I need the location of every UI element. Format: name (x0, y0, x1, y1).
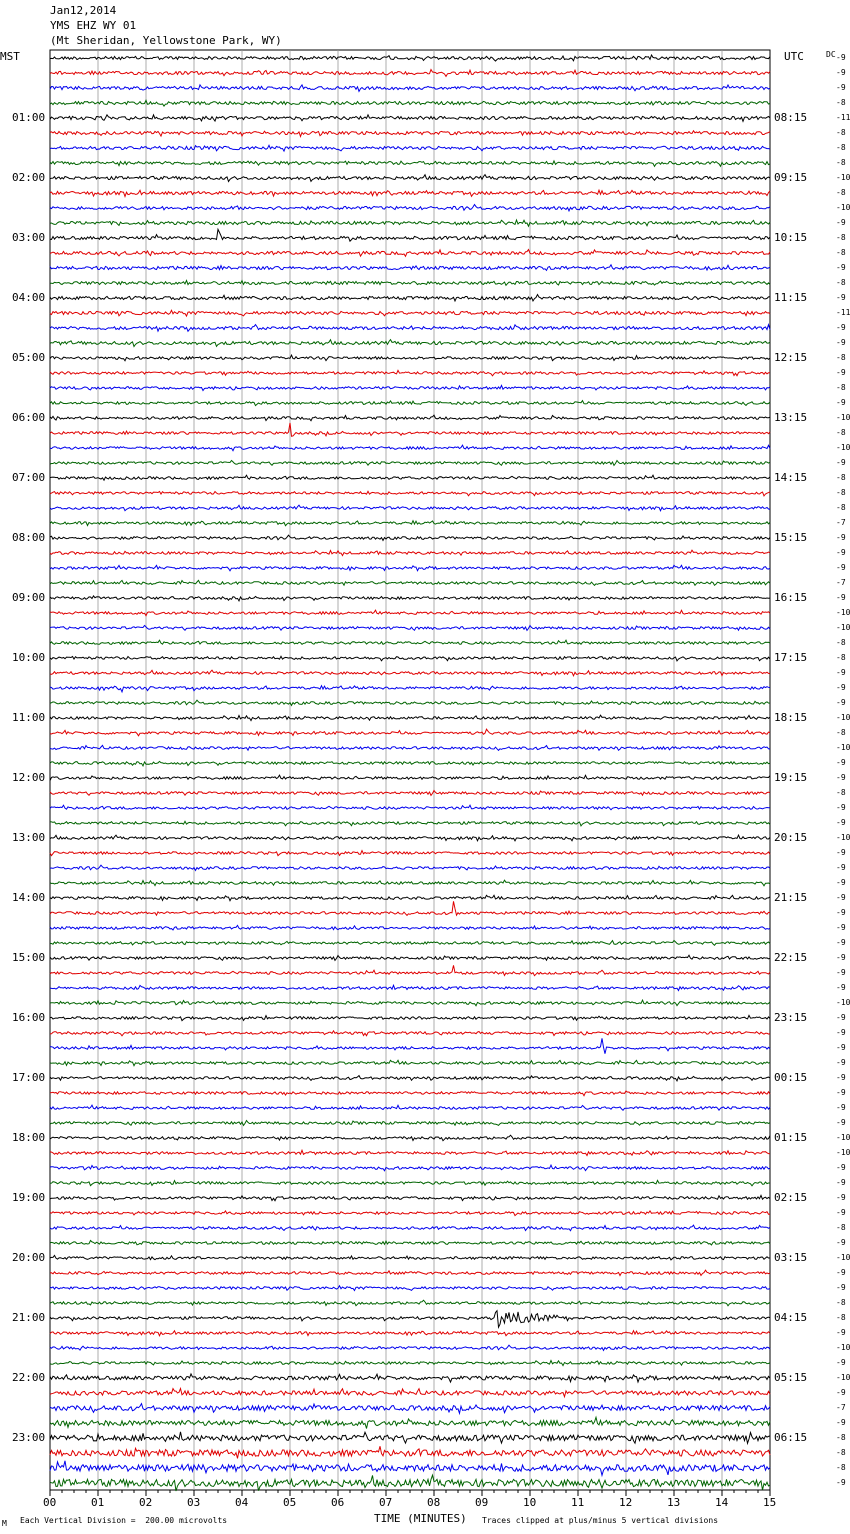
dc-offset-label: -9 (836, 323, 846, 332)
right-hour-label: 06:15 (774, 1431, 808, 1444)
right-hour-label: 18:15 (774, 711, 808, 724)
trace-row (50, 1091, 770, 1096)
left-hour-label: 04:00 (12, 291, 46, 304)
dc-offset-label: -9 (836, 758, 846, 767)
right-hour-label: 02:15 (774, 1191, 808, 1204)
trace-row (50, 265, 770, 271)
dc-offset-label: -9 (836, 1043, 846, 1052)
dc-offset-label: -9 (836, 683, 846, 692)
right-hour-label: 10:15 (774, 231, 808, 244)
trace-row (50, 791, 770, 796)
trace-row (50, 895, 770, 900)
trace-row (50, 1374, 770, 1382)
trace-row (50, 190, 770, 196)
trace-row (50, 145, 770, 151)
trace-row (50, 295, 770, 302)
left-hour-label: 18:00 (12, 1131, 46, 1144)
trace-row (50, 370, 770, 375)
trace-row (50, 115, 770, 122)
trace-row (50, 475, 770, 480)
trace-row (50, 415, 770, 421)
trace-row (50, 1311, 770, 1328)
trace-row (50, 340, 770, 347)
left-hour-label: 14:00 (12, 891, 46, 904)
trace-row (50, 1121, 770, 1126)
header-location: (Mt Sheridan, Yellowstone Park, WY) (50, 34, 282, 47)
trace-row (50, 1404, 770, 1414)
dc-offset-label: -8 (836, 98, 846, 107)
trace-row (50, 1038, 770, 1053)
dc-offset-label: -10 (836, 998, 850, 1007)
trace-row (50, 1461, 770, 1476)
left-hour-label: 12:00 (12, 771, 46, 784)
right-hour-label: 22:15 (774, 951, 808, 964)
trace-row (50, 310, 770, 316)
dc-offset-label: -8 (836, 128, 846, 137)
x-tick-label: 13 (667, 1496, 681, 1509)
dc-offset-label: -9 (836, 1358, 846, 1367)
left-hour-label: 03:00 (12, 231, 46, 244)
dc-offset-label: -9 (836, 878, 846, 887)
left-hour-label: 17:00 (12, 1071, 46, 1084)
trace-row (50, 521, 770, 526)
left-hour-label: 21:00 (12, 1311, 46, 1324)
dc-offset-label: -8 (836, 788, 846, 797)
dc-offset-label: -8 (836, 158, 846, 167)
dc-offset-label: -9 (836, 848, 846, 857)
trace-row (50, 1475, 770, 1491)
left-hour-label: 02:00 (12, 171, 46, 184)
right-hour-label: 11:15 (774, 291, 808, 304)
trace-row (50, 626, 770, 631)
dc-offset-label: -10 (836, 713, 850, 722)
dc-offset-label: -9 (836, 1163, 846, 1172)
left-hour-label: 08:00 (12, 531, 46, 544)
dc-offset-label: -9 (836, 338, 846, 347)
trace-row (50, 281, 770, 286)
dc-offset-label: -9 (836, 908, 846, 917)
right-hour-label: 13:15 (774, 411, 808, 424)
trace-row (50, 55, 770, 61)
left-hour-label: 15:00 (12, 951, 46, 964)
dc-offset-label: -8 (836, 353, 846, 362)
x-tick-label: 06 (331, 1496, 345, 1509)
dc-offset-label: -8 (836, 503, 846, 512)
trace-row (50, 1060, 770, 1065)
trace-row (50, 355, 770, 361)
trace-row (50, 686, 770, 692)
trace-row (50, 423, 770, 436)
trace-row (50, 401, 770, 406)
trace-row (50, 131, 770, 137)
dc-offset-label: -8 (836, 233, 846, 242)
trace-row (50, 1076, 770, 1081)
left-hour-label: 11:00 (12, 711, 46, 724)
dc-offset-label: -9 (836, 1118, 846, 1127)
x-tick-label: 09 (475, 1496, 489, 1509)
x-axis-label: TIME (MINUTES) (374, 1512, 467, 1525)
trace-row (50, 580, 770, 585)
dc-offset-label: -9 (836, 53, 846, 62)
x-tick-label: 08 (427, 1496, 441, 1509)
dc-offset-label: -9 (836, 1388, 846, 1397)
dc-offset-label: -9 (836, 818, 846, 827)
dc-offset-label: -9 (836, 293, 846, 302)
right-hour-label: 04:15 (774, 1311, 808, 1324)
footer-clip-note: Traces clipped at plus/minus 5 vertical divisions (482, 1516, 719, 1525)
dc-offset-label: -11 (836, 308, 850, 317)
left-hour-label: 10:00 (12, 651, 46, 664)
trace-row (50, 1211, 770, 1216)
dc-offset-label: -9 (836, 458, 846, 467)
trace-row (50, 1195, 770, 1200)
dc-offset-label: -8 (836, 383, 846, 392)
trace-row (50, 745, 770, 750)
dc-offset-label: -10 (836, 1343, 850, 1352)
dc-offset-label: -9 (836, 698, 846, 707)
trace-row (50, 965, 770, 975)
trace-row (50, 880, 770, 886)
dc-offset-label: -10 (836, 173, 850, 182)
trace-row (50, 491, 770, 496)
trace-row (50, 505, 770, 511)
trace-row (50, 70, 770, 77)
dc-offset-label: -9 (836, 1208, 846, 1217)
dc-offset-label: -9 (836, 803, 846, 812)
right-hour-label: 20:15 (774, 831, 808, 844)
dc-offset-label: -10 (836, 1148, 850, 1157)
trace-row (50, 1270, 770, 1275)
right-hour-label: 14:15 (774, 471, 808, 484)
dc-offset-label: -10 (836, 833, 850, 842)
trace-row (50, 1255, 770, 1260)
dc-offset-label: -9 (836, 773, 846, 782)
x-tick-label: 02 (139, 1496, 153, 1509)
trace-row (50, 821, 770, 826)
trace-row (50, 596, 770, 601)
trace-row (50, 1432, 770, 1443)
x-tick-label: 11 (571, 1496, 585, 1509)
dc-offset-label: -8 (836, 1433, 846, 1442)
right-hour-label: 01:15 (774, 1131, 808, 1144)
trace-row (50, 729, 770, 736)
trace-row (50, 1417, 770, 1428)
dc-offset-label: -8 (836, 428, 846, 437)
left-hour-label: 13:00 (12, 831, 46, 844)
left-hour-label: 22:00 (12, 1371, 46, 1384)
trace-row (50, 565, 770, 571)
trace-row (50, 775, 770, 781)
trace-row (50, 1286, 770, 1291)
dc-offset-label: -8 (836, 473, 846, 482)
footer-scale: Each Vertical Division = 200.00 microvolts (20, 1516, 228, 1525)
trace-row (50, 100, 770, 106)
dc-offset-label: -8 (836, 1463, 846, 1472)
right-axis-title: UTC (784, 50, 804, 63)
trace-row (50, 640, 770, 645)
trace-row (50, 1180, 770, 1185)
x-tick-label: 03 (187, 1496, 201, 1509)
dc-offset-label: -9 (836, 1328, 846, 1337)
dc-offset-label: -8 (836, 278, 846, 287)
dc-offset-label: -9 (836, 938, 846, 947)
dc-offset-label: -9 (836, 1268, 846, 1277)
dc-offset-label: -9 (836, 263, 846, 272)
left-hour-label: 16:00 (12, 1011, 46, 1024)
trace-row (50, 1389, 770, 1397)
header-station: YMS EHZ WY 01 (50, 19, 137, 32)
dc-offset-label: -10 (836, 608, 850, 617)
trace-row (50, 325, 770, 332)
right-hour-label: 03:15 (774, 1251, 808, 1264)
dc-offset-label: -9 (836, 863, 846, 872)
left-hour-label: 19:00 (12, 1191, 46, 1204)
trace-row (50, 656, 770, 661)
trace-row (50, 901, 770, 915)
x-tick-label: 05 (283, 1496, 297, 1509)
trace-row (50, 1000, 770, 1006)
x-tick-label: 07 (379, 1496, 393, 1509)
trace-row (50, 925, 770, 930)
x-tick-label: 14 (715, 1496, 729, 1509)
dc-offset-label: -10 (836, 413, 850, 422)
trace-row (50, 1015, 770, 1020)
dc-offset-label: -8 (836, 638, 846, 647)
dc-offset-label: -8 (836, 488, 846, 497)
dc-offset-label: -10 (836, 1373, 850, 1382)
trace-row (50, 1165, 770, 1171)
dc-offset-label: -9 (836, 1073, 846, 1082)
dc-offset-label: -9 (836, 1103, 846, 1112)
trace-row (50, 1150, 770, 1155)
trace-row (50, 670, 770, 676)
trace-row (50, 461, 770, 466)
trace-row (50, 700, 770, 705)
trace-row (50, 865, 770, 870)
dc-offset-label: -9 (836, 1418, 846, 1427)
dc-offset-label: -9 (836, 218, 846, 227)
dc-offset-label: -9 (836, 1013, 846, 1022)
dc-offset-label: -8 (836, 1448, 846, 1457)
dc-offset-label: -7 (836, 578, 846, 587)
trace-row (50, 1225, 770, 1231)
dc-offset-label: -9 (836, 968, 846, 977)
dc-offset-label: -7 (836, 518, 846, 527)
trace-row (50, 85, 770, 92)
dc-offset-label: -8 (836, 248, 846, 257)
dc-offset-label: -9 (836, 953, 846, 962)
trace-row (50, 851, 770, 856)
x-tick-label: 10 (523, 1496, 537, 1509)
right-hour-label: 15:15 (774, 531, 808, 544)
trace-row (50, 941, 770, 946)
dc-offset-label: -9 (836, 1283, 846, 1292)
dc-offset-label: -9 (836, 668, 846, 677)
right-hour-label: 09:15 (774, 171, 808, 184)
trace-row (50, 175, 770, 182)
dc-offset-label: -8 (836, 1313, 846, 1322)
x-tick-label: 04 (235, 1496, 249, 1509)
dc-offset-label: -9 (836, 1178, 846, 1187)
dc-offset-label: -8 (836, 143, 846, 152)
dc-offset-label: -9 (836, 1058, 846, 1067)
trace-row (50, 445, 770, 451)
left-hour-label: 23:00 (12, 1431, 46, 1444)
x-tick-label: 15 (763, 1496, 777, 1509)
trace-row (50, 385, 770, 390)
x-tick-label: 12 (619, 1496, 633, 1509)
dc-offset-label: -9 (836, 398, 846, 407)
dc-offset-label: -9 (836, 368, 846, 377)
dc-offset-label: -9 (836, 1193, 846, 1202)
trace-row (50, 805, 770, 810)
dc-offset-label: -8 (836, 188, 846, 197)
left-hour-label: 01:00 (12, 111, 46, 124)
trace-row (50, 229, 770, 241)
seismic-traces (50, 55, 770, 1491)
dc-offset-label: -9 (836, 563, 846, 572)
trace-row (50, 1446, 770, 1458)
dc-offset-label: -8 (836, 1298, 846, 1307)
trace-row (50, 610, 770, 616)
trace-row (50, 1361, 770, 1366)
x-tick-label: 01 (91, 1496, 105, 1509)
left-hour-label: 09:00 (12, 591, 46, 604)
trace-row (50, 250, 770, 257)
right-hour-label: 16:15 (774, 591, 808, 604)
trace-row (50, 985, 770, 990)
trace-row (50, 535, 770, 540)
dc-offset-label: -9 (836, 893, 846, 902)
trace-row (50, 715, 770, 720)
dc-offset-label: -9 (836, 1028, 846, 1037)
dc-offset-label: -11 (836, 113, 850, 122)
trace-row (50, 761, 770, 766)
dc-offset-label: -8 (836, 728, 846, 737)
dc-offset-label: -9 (836, 593, 846, 602)
trace-row (50, 955, 770, 960)
dc-offset-label: -9 (836, 83, 846, 92)
dc-offset-label: -10 (836, 1133, 850, 1142)
right-hour-label: 21:15 (774, 891, 808, 904)
dc-offset-label: -9 (836, 983, 846, 992)
trace-row (50, 1135, 770, 1141)
trace-row (50, 220, 770, 226)
trace-row (50, 1345, 770, 1350)
dc-offset-label: -7 (836, 1403, 846, 1412)
trace-row (50, 1241, 770, 1246)
left-hour-label: 06:00 (12, 411, 46, 424)
trace-row (50, 550, 770, 555)
dc-offset-label: -9 (836, 548, 846, 557)
x-tick-label: 00 (43, 1496, 57, 1509)
dc-offset-label: -10 (836, 623, 850, 632)
left-hour-label: 07:00 (12, 471, 46, 484)
dc-offset-label: -10 (836, 1253, 850, 1262)
right-hour-label: 23:15 (774, 1011, 808, 1024)
trace-row (50, 1031, 770, 1036)
dc-offset-label: -9 (836, 1088, 846, 1097)
right-hour-label: 08:15 (774, 111, 808, 124)
x-axis (50, 1490, 770, 1496)
dc-label: DC (826, 50, 836, 59)
dc-offset-label: -8 (836, 1223, 846, 1232)
right-hour-label: 19:15 (774, 771, 808, 784)
trace-row (50, 1331, 770, 1336)
header-date: Jan12,2014 (50, 4, 117, 17)
dc-offset-label: -9 (836, 1478, 846, 1487)
footer-corner-mark: M (2, 1519, 7, 1528)
right-hour-label: 00:15 (774, 1071, 808, 1084)
trace-row (50, 161, 770, 167)
dc-offset-label: -9 (836, 533, 846, 542)
right-hour-label: 17:15 (774, 651, 808, 664)
dc-offset-label: -9 (836, 68, 846, 77)
trace-row (50, 205, 770, 211)
dc-offset-label: -10 (836, 203, 850, 212)
trace-row (50, 1105, 770, 1110)
dc-offset-label: -9 (836, 1238, 846, 1247)
dc-offset-label: -9 (836, 923, 846, 932)
dc-offset-label: -8 (836, 653, 846, 662)
dc-offset-label: -10 (836, 743, 850, 752)
trace-row (50, 1300, 770, 1306)
left-hour-label: 05:00 (12, 351, 46, 364)
left-hour-label: 20:00 (12, 1251, 46, 1264)
left-axis-title: MST (0, 50, 20, 63)
dc-offset-label: -10 (836, 443, 850, 452)
trace-row (50, 835, 770, 841)
right-hour-label: 05:15 (774, 1371, 808, 1384)
right-hour-label: 12:15 (774, 351, 808, 364)
